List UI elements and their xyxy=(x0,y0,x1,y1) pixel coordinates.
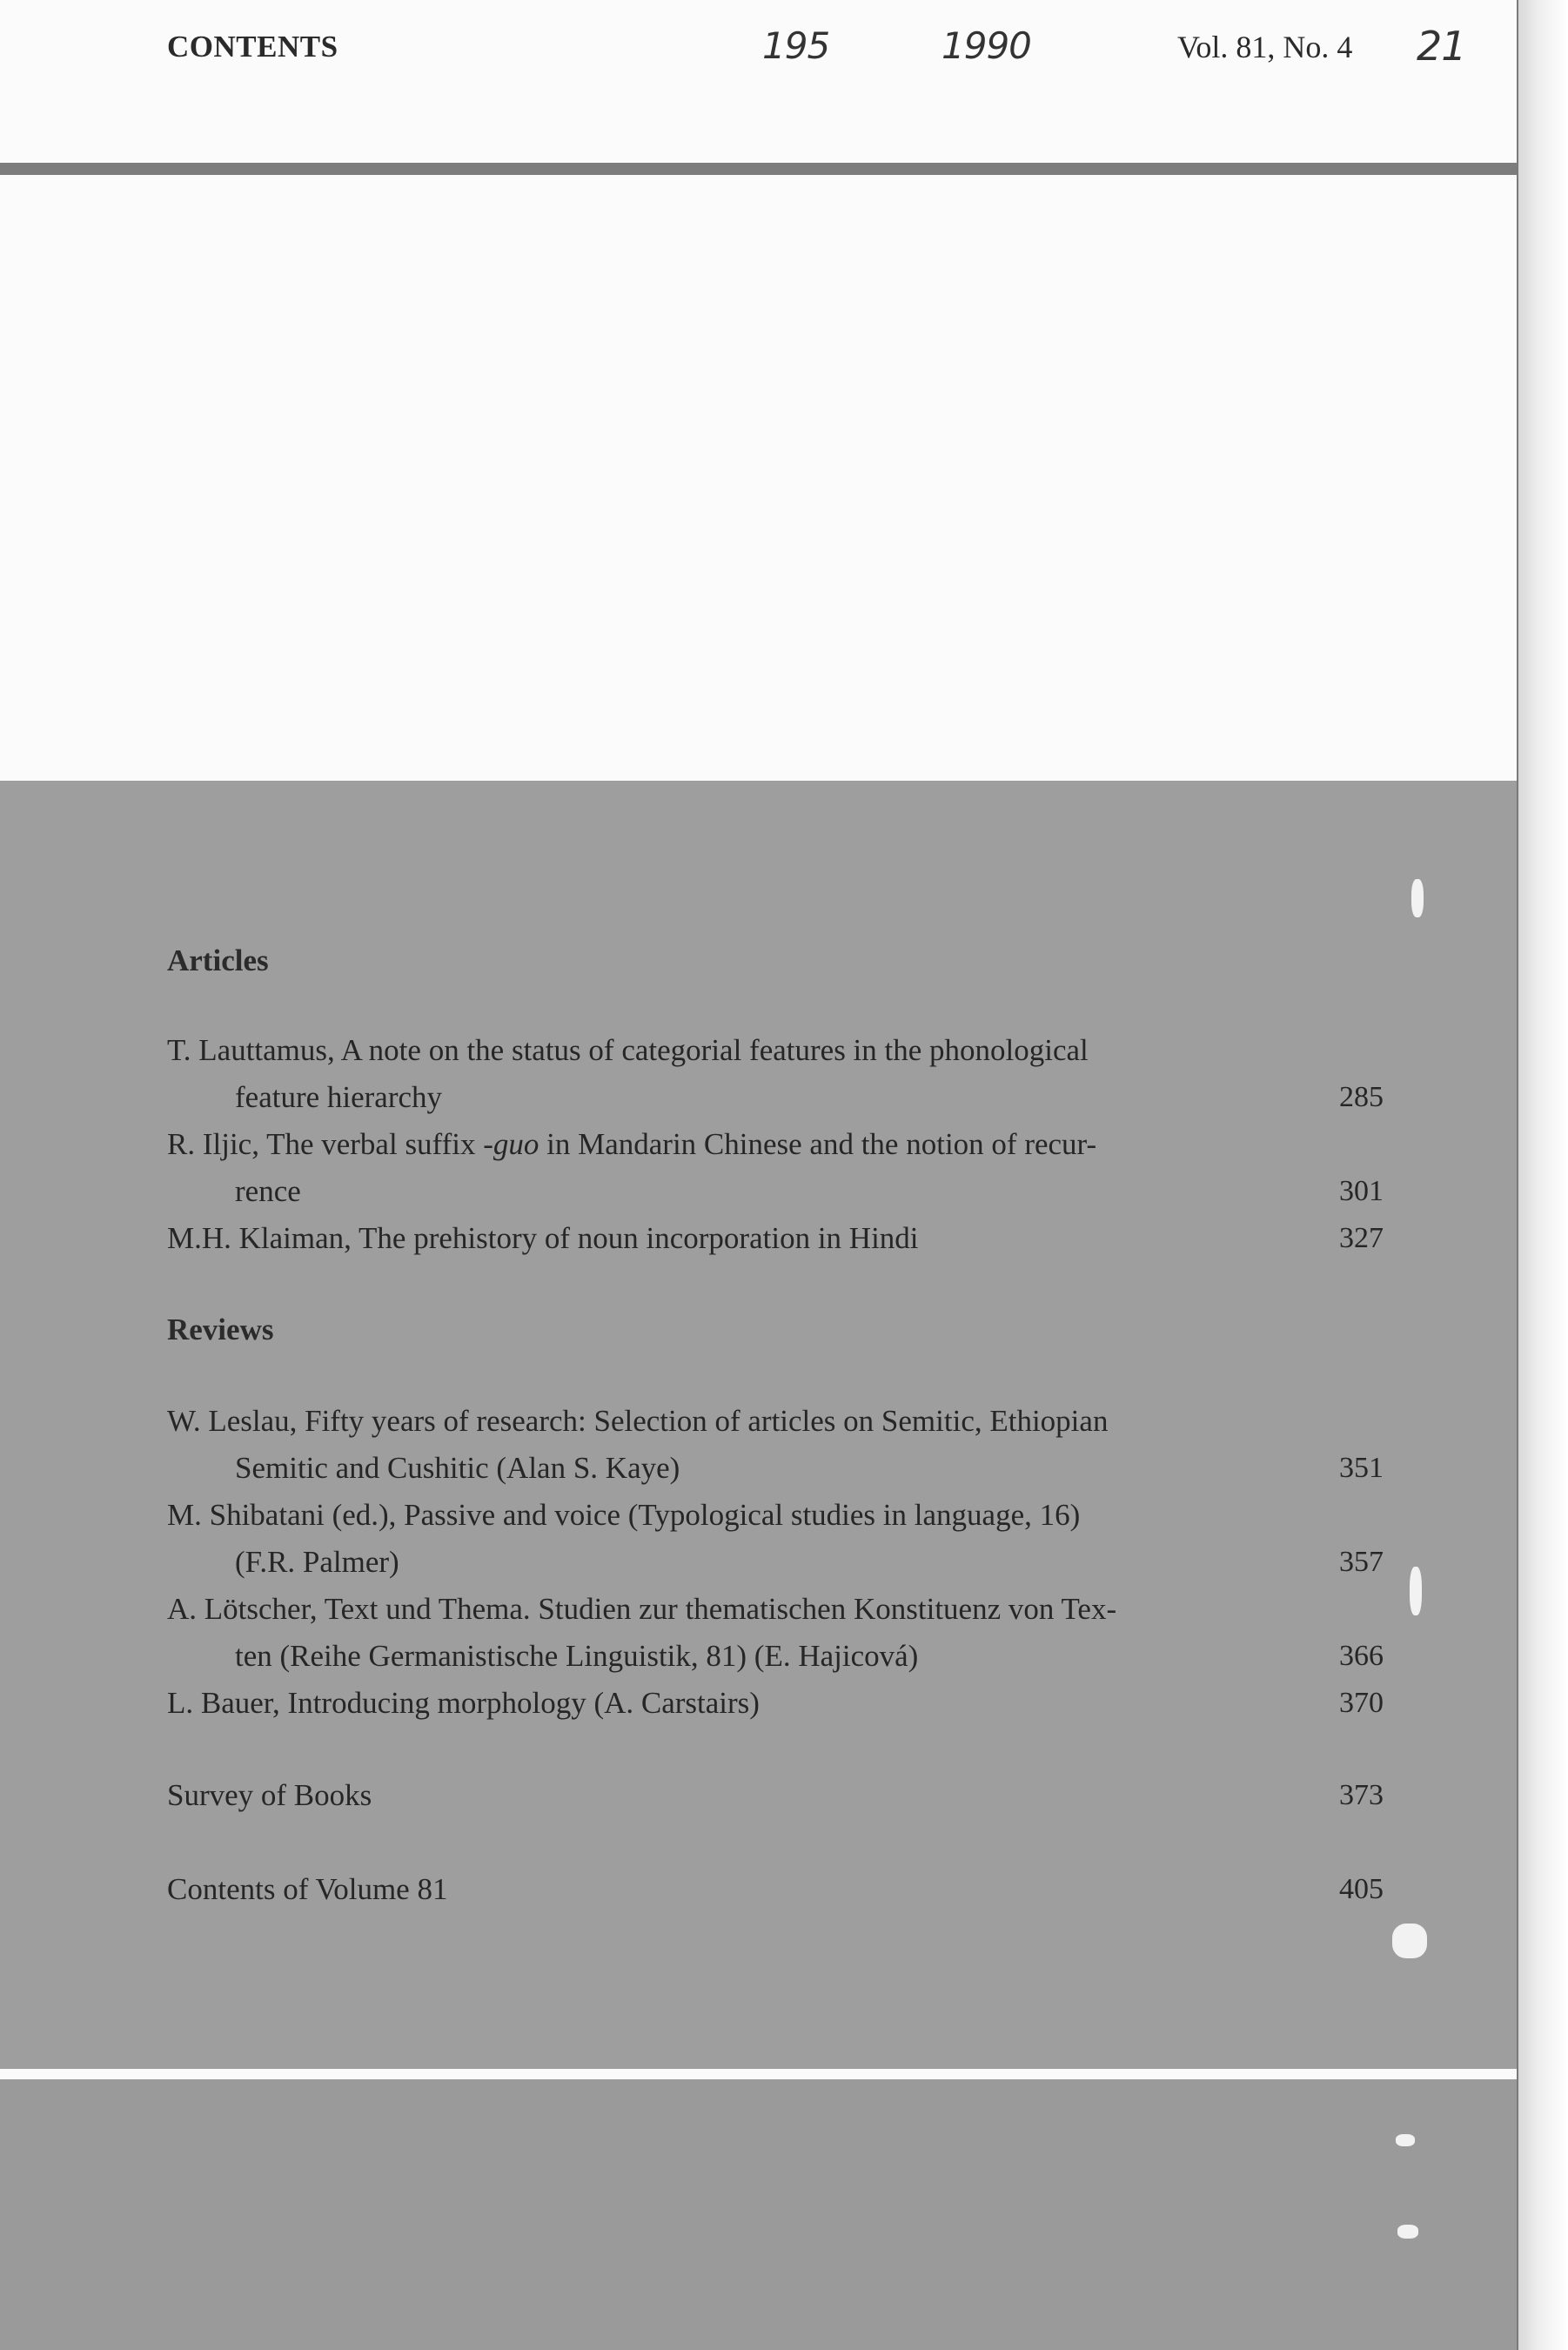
entry-line: M. Shibatani (ed.), Passive and voice (Typological studies in language, 16) xyxy=(167,1498,1081,1532)
section-heading-reviews: Reviews xyxy=(167,1313,274,1346)
toc-entry xyxy=(167,1027,1385,1121)
handwritten-year: 1990 xyxy=(941,24,1031,67)
toc-entry xyxy=(167,1398,1385,1492)
toc-entry xyxy=(167,1680,1385,1727)
entry-line: T. Lauttamus, A note on the status of categorial features in the phonological xyxy=(167,1033,1089,1067)
toc-entry xyxy=(167,1121,1385,1215)
paper-damage-mark xyxy=(1396,2134,1415,2146)
paper-damage-mark xyxy=(1392,1924,1427,1958)
entry-line: Contents of Volume 81 xyxy=(167,1872,448,1906)
section-heading-articles: Articles xyxy=(167,943,269,977)
entry-line-continued: Semitic and Cushitic (Alan S. Kaye) xyxy=(235,1451,680,1485)
bottom-divider xyxy=(0,2069,1518,2079)
toc-entry xyxy=(167,1586,1385,1680)
handwritten-mark: 21 xyxy=(1417,23,1466,70)
entry-line: A. Lötscher, Text und Thema. Studien zur thematischen Konstituenz von Tex- xyxy=(167,1592,1117,1626)
entry-line: Survey of Books xyxy=(167,1778,372,1812)
entry-page-number: 366 xyxy=(1339,1640,1384,1672)
handwritten-note: 195 xyxy=(762,24,830,67)
entry-line-continued: ten (Reihe Germanistische Linguistik, 81) (E. Hajicová) xyxy=(235,1639,919,1673)
entry-line-continued: feature hierarchy xyxy=(235,1080,443,1114)
entry-line: L. Bauer, Introducing morphology (A. Carstairs) xyxy=(167,1686,760,1720)
entry-line-continued: (F.R. Palmer) xyxy=(235,1545,399,1579)
entry-page-number: 357 xyxy=(1339,1546,1384,1578)
entry-line: M.H. Klaiman, The prehistory of noun incorporation in Hindi xyxy=(167,1221,919,1255)
paper-damage-mark xyxy=(1410,1567,1422,1615)
contents-title: CONTENTS xyxy=(167,30,338,64)
entry-page-number: 370 xyxy=(1339,1687,1384,1719)
entry-page-number: 373 xyxy=(1339,1779,1384,1811)
entry-page-number: 351 xyxy=(1339,1452,1384,1484)
toc-entry-survey xyxy=(167,1772,1385,1819)
volume-label: Vol. 81, No. 4 xyxy=(1177,30,1353,64)
entry-line: R. Iljic, The verbal suffix -guo in Mandarin Chinese and the notion of recur- xyxy=(167,1127,1097,1161)
entry-line: W. Leslau, Fifty years of research: Selection of articles on Semitic, Ethiopian xyxy=(167,1404,1109,1438)
entry-line-continued: rence xyxy=(235,1174,301,1208)
cover-top-area xyxy=(0,0,1518,781)
cover-edge xyxy=(1518,0,1568,2350)
paper-damage-mark xyxy=(1397,2225,1418,2239)
entry-page-number: 301 xyxy=(1339,1175,1384,1207)
toc-entry-volume-contents xyxy=(167,1866,1385,1913)
paper-damage-mark xyxy=(1411,879,1424,917)
toc-entry xyxy=(167,1215,1385,1262)
bottom-band xyxy=(0,2079,1518,2350)
top-divider xyxy=(0,163,1518,175)
entry-page-number: 405 xyxy=(1339,1873,1384,1905)
entry-page-number: 285 xyxy=(1339,1081,1384,1113)
entry-page-number: 327 xyxy=(1339,1222,1384,1254)
toc-entry xyxy=(167,1492,1385,1586)
